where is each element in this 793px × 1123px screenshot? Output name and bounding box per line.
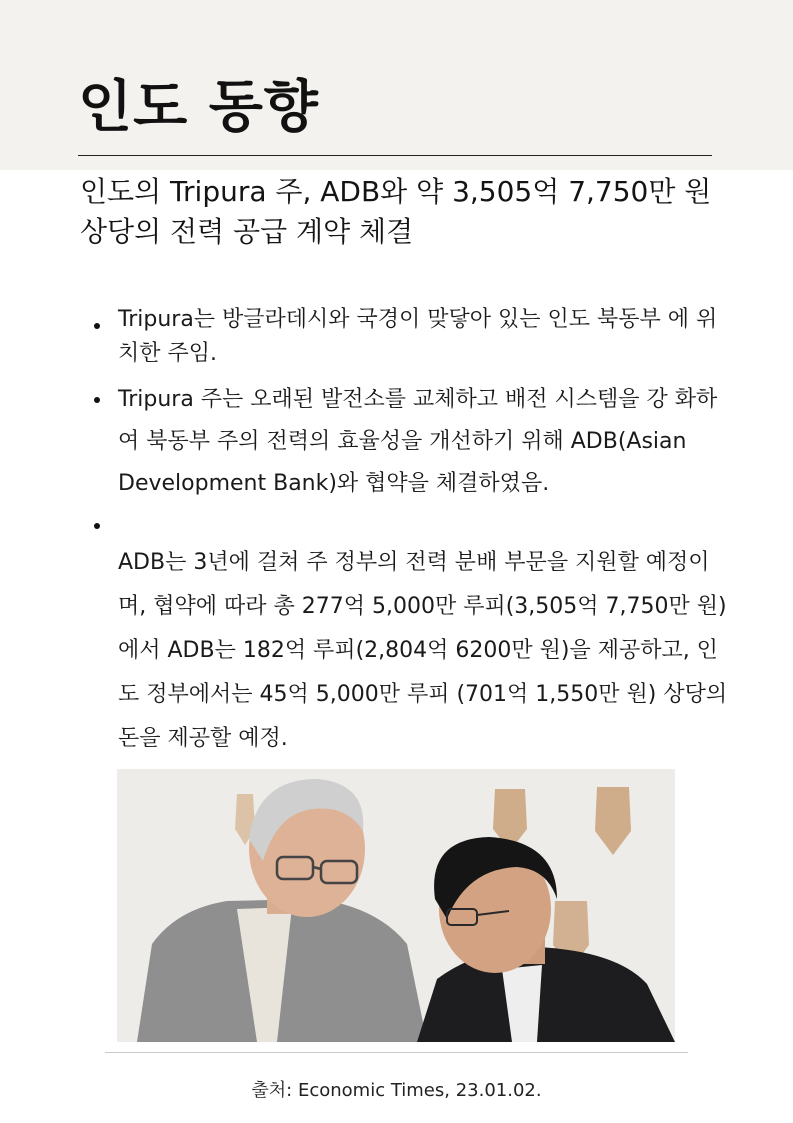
source-caption: 출처: Economic Times, 23.01.02. [251,1080,542,1101]
bullet-dot-icon [94,397,100,403]
page-title: 인도 동향 [78,75,319,140]
bullet-text: Tripura 주는 오래된 발전소를 교체하고 배전 시스템을 강 화하여 북동부 주의 전력의 효율성을 개선하기 위해 ADB(Asian Development Bank)와 협약을 체결하였음. [118,387,718,496]
article-headline: 인도의 Tripura 주, ADB와 약 3,505억 7,750만 원 상당의 전력 공급 계약 체결 [80,175,712,248]
bullet-text: ADB는 3년에 걸쳐 주 정부의 전력 분배 부문을 지원할 예정이며, 협약에 따라 총 277억 5,000만 루피(3,505억 7,750만 원)에서 ADB는 182억 루피(2,804억 6200만 원)을 제공하고, 인도 정부에서는 45억 5,000만 루피 (701억 1,550만 원) 상당의 돈을 제공할 예정. [118,550,728,751]
news-photo [117,769,675,1042]
bullet-dot-icon [94,523,100,529]
source-divider [105,1052,688,1053]
title-divider [78,155,712,156]
list-item [90,519,730,761]
list-item [90,303,730,371]
list-item [90,379,730,505]
bullet-list [90,303,730,761]
bullet-text: Tripura는 방글라데시와 국경이 맞닿아 있는 인도 북동부 에 위치한 주임. [118,307,718,366]
bullet-dot-icon [94,323,100,329]
